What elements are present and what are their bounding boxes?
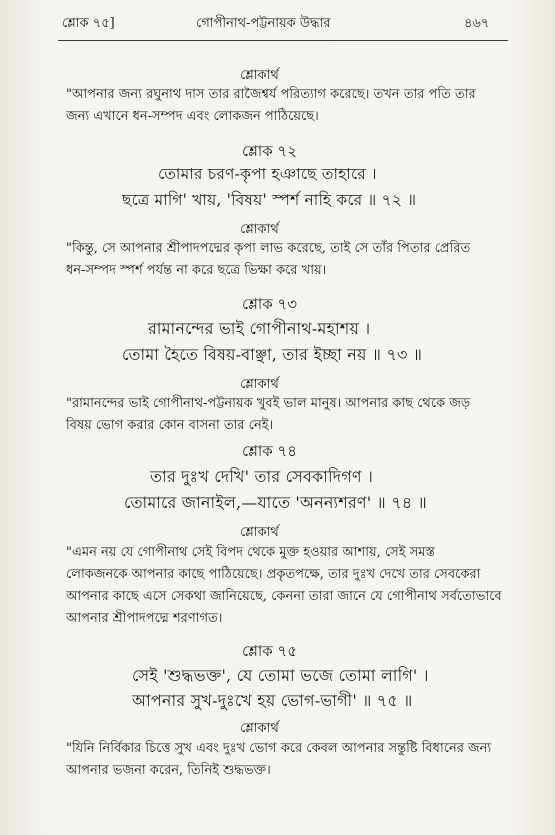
verse-line: আপনার সুখ-দুঃখে হয় ভোগ-ভাগী' ॥ ৭৫ ॥ xyxy=(132,691,413,710)
verse-line: তার দুঃখ দেখি' তার সেবকাদিগণ । xyxy=(150,467,374,486)
translation-label: শ্লোকার্থ xyxy=(240,68,279,83)
translation-block xyxy=(66,542,506,630)
translation-line: আপনার শ্রীপাদপদ্মে শরণাগত। xyxy=(66,611,223,626)
translation-line: "এমন নয় যে গোপীনাথ সেই বিপদ থেকে মুক্ত হওয়ার আশায়, সেই সমস্ত xyxy=(66,545,435,560)
translation-label: শ্লোকার্থ xyxy=(240,721,279,736)
translation-label: শ্লোকার্থ xyxy=(240,222,279,237)
translation-block xyxy=(66,738,506,782)
translation-block xyxy=(66,84,506,128)
translation-line: আপনার কাছে এসে সেকথা জানিয়েছে, কেননা তারা জানে যে গোপীনাথ সর্বতোভাবে xyxy=(66,589,502,604)
translation-line: "আপনার জন্য রঘুনাথ দাস তার রাজৈশ্বর্য পরিত্যাগ করেছে। তখন তার পতি তার xyxy=(66,87,476,102)
translation-line: ধন-সম্পদ স্পর্শ পর্যন্ত না করে ছত্রে ভিক্ষা করে খায়। xyxy=(66,263,327,278)
verse-line: সেই 'শুদ্ধভক্ত', যে তোমা ভজে তোমা লাগি' । xyxy=(132,666,429,685)
verse-line: তোমারে জানাইল,—যাতে 'অনন্যশরণ' ॥ ৭৪ ॥ xyxy=(124,493,427,512)
translation-line: "কিন্তু, সে আপনার শ্রীপাদপদ্মের কৃপা লাভ করেছে, তাই সে তাঁর পিতার প্রেরিত xyxy=(66,241,471,256)
translation-block xyxy=(66,238,506,282)
translation-block xyxy=(66,393,506,437)
verse-number: শ্লোক ৭৪ xyxy=(242,442,297,460)
translation-line: "রামানন্দের ভাই গোপীনাথ-পট্টনায়ক খুবই ভাল মানুষ। আপনার কাছ থেকে জড় xyxy=(66,396,471,411)
verse-line: ছত্রে মাগি' খায়, 'বিষয়' স্পর্শ নাহি করে ॥ ৭২ ॥ xyxy=(122,191,417,209)
verse-number: শ্লোক ৭৩ xyxy=(242,295,297,313)
translation-line: জন্য এখানে ধন-সম্পদ এবং লোকজন পাঠিয়েছে। xyxy=(66,109,319,124)
header-divider xyxy=(58,40,508,41)
translation-line: লোকজনকে আপনার কাছে পাঠিয়েছে। প্রকৃতপক্ষে, তার দুঃখ দেখে তার সেবকেরা xyxy=(66,567,481,582)
translation-label: শ্লোকার্থ xyxy=(240,377,279,392)
translation-label: শ্লোকার্থ xyxy=(240,525,279,540)
translation-line: বিষয় ভোগ করার কোন বাসনা তার নেই। xyxy=(66,418,274,433)
header-page-number: ৪৬৭ xyxy=(464,16,490,31)
verse-number: শ্লোক ৭৫ xyxy=(242,642,297,660)
header-verse-ref: শ্লোক ৭৫] xyxy=(62,16,115,31)
translation-line: "যিনি নির্বিকার চিত্তে সুখ এবং দুঃখ ভোগ করে কেবল আপনার সন্তুষ্টি বিধানের জন্য xyxy=(66,741,492,756)
verse-number: শ্লোক ৭২ xyxy=(242,142,297,160)
header-chapter-title: গোপীনাথ-পট্টনায়ক উদ্ধার xyxy=(196,16,331,31)
verse-line: রামানন্দের ভাই গোপীনাথ-মহাশয় । xyxy=(148,319,371,338)
verse-line: তোমা হৈতে বিষয়-বাঞ্ছা, তার ইচ্ছা নয় ॥ ৭৩ ॥ xyxy=(122,345,423,364)
verse-line: তোমার চরণ-কৃপা হঞাছে তাহারে । xyxy=(158,165,377,183)
translation-line: আপনার ভজনা করেন, তিনিই শুদ্ধভক্ত। xyxy=(66,763,271,778)
